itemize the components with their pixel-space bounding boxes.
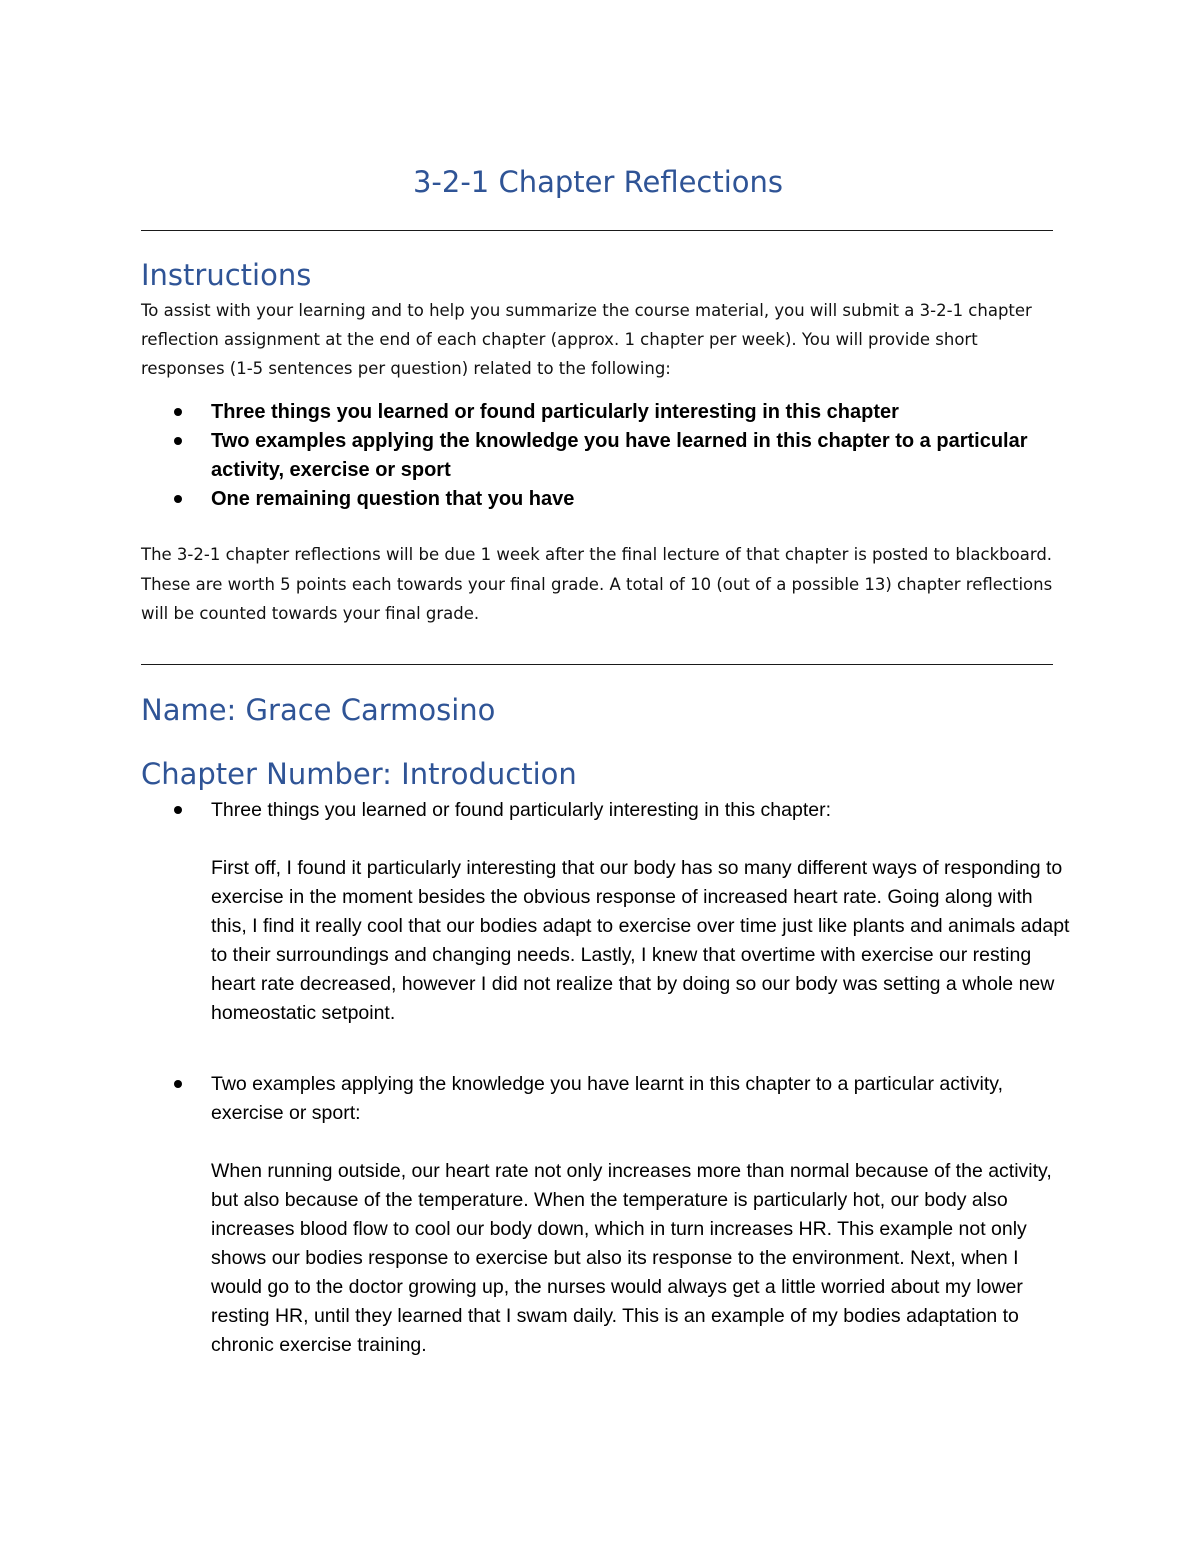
bullet-icon <box>174 437 182 445</box>
student-name-heading: Name: Grace Carmosino <box>141 693 496 727</box>
answer-item <box>141 1070 1071 1360</box>
list-item-text: One remaining question that you have <box>211 488 575 510</box>
chapter-number-heading: Chapter Number: Introduction <box>141 757 577 791</box>
answer-text: When running outside, our heart rate not only increases more than normal because of the activity, but also because of the temperature. When the temperature is particularly hot, our body also increases blood flow to cool our body down, which in turn increases HR. This example not only shows our bodies response to exercise but also its response to the environment. Next, when I would go to the doctor growing up, the nurses would always get a little worried about my lower resting HR, until they learned that I swam daily. This is an example of my bodies adaptation to chronic exercise training. <box>211 1160 1052 1356</box>
list-item-text: Three things you learned or found particularly interesting in this chapter <box>211 401 899 423</box>
answer-item <box>141 796 1071 1028</box>
list-item <box>141 427 1056 485</box>
list-item <box>141 485 1056 514</box>
list-item <box>141 398 1056 427</box>
instructions-paragraph: To assist with your learning and to help you summarize the course material, you will submit a 3-2-1 chapter reflection assignment at the end of each chapter (approx. 1 chapter per week). You will provide short responses (1-5 sentences per question) related to the following: <box>141 301 1032 378</box>
answer-text: First off, I found it particularly interesting that our body has so many different ways of responding to exercise in the moment besides the obvious response of increased heart rate. Going along with this, I find it really cool that our bodies adapt to exercise over time just like plants and animals adapt to their surroundings and changing needs. Lastly, I knew that overtime with exercise our resting heart rate decreased, however I did not realize that by doing so our body was setting a whole new homeostatic setpoint. <box>211 857 1070 1024</box>
due-date-paragraph: The 3-2-1 chapter reflections will be due 1 week after the final lecture of that chapter is posted to blackboard. These are worth 5 points each towards your final grade. A total of 10 (out of a possible 13) chapter reflections will be counted towards your final grade. <box>141 545 1053 623</box>
document-title: 3-2-1 Chapter Reflections <box>412 165 784 199</box>
requirements-list <box>141 398 1056 514</box>
horizontal-rule-bottom <box>141 664 1053 665</box>
bullet-icon <box>174 1080 182 1088</box>
answer-question: Two examples applying the knowledge you have learnt in this chapter to a particular activity, exercise or sport: <box>211 1073 1003 1124</box>
answer-question: Three things you learned or found particularly interesting in this chapter: <box>211 799 832 821</box>
bullet-icon <box>174 408 182 416</box>
answers-list <box>141 796 1071 1360</box>
list-item-text: Two examples applying the knowledge you have learned in this chapter to a particular activity, exercise or sport <box>211 430 1028 481</box>
bullet-icon <box>174 806 182 814</box>
bullet-icon <box>174 495 182 503</box>
instructions-heading: Instructions <box>141 258 312 292</box>
horizontal-rule-top <box>141 230 1053 231</box>
